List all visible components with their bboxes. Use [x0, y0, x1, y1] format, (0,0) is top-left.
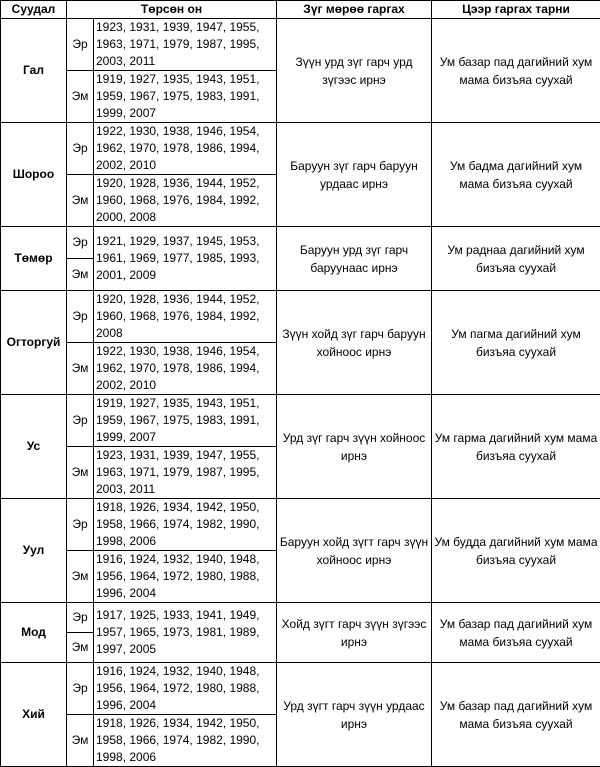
sex-label: Эр	[67, 291, 94, 343]
direction-cell: Зүүн хойд зүг гарч баруун хойноос ирнэ	[277, 291, 432, 395]
mantra-cell: Ум базар пад дагийний хум мама бизъяа суухай	[432, 663, 600, 767]
table-row	[1, 19, 600, 71]
sex-label: Эм	[67, 633, 94, 663]
element-name: Уул	[1, 499, 67, 603]
sex-label: Эм	[67, 259, 94, 291]
direction-cell: Баруун урд зүг гарч баруунаас ирнэ	[277, 227, 432, 291]
years-cell: 1919, 1927, 1935, 1943, 1951, 1959, 1967, 1975, 1983, 1991, 1999, 2007	[94, 71, 277, 123]
direction-cell: Баруун хойд зүгт гарч зүүн хойноос ирнэ	[277, 499, 432, 603]
years-cell: 1916, 1924, 1932, 1940, 1948, 1956, 1964, 1972, 1980, 1988, 1996, 2004	[94, 663, 277, 715]
direction-cell: Урд зүгт гарч зүүн урдаас ирнэ	[277, 663, 432, 767]
mantra-cell: Ум базар пад дагийний хум мама бизъяа суухай	[432, 19, 600, 123]
mantra-cell: Ум пагма дагийний хум бизъяа суухай	[432, 291, 600, 395]
sex-label: Эм	[67, 551, 94, 603]
years-cell: 1922, 1930, 1938, 1946, 1954, 1962, 1970, 1978, 1986, 1994, 2002, 2010	[94, 123, 277, 175]
mantra-cell: Ум бадма дагийний хум мама бизъяа суухай	[432, 123, 600, 227]
sex-label: Эм	[67, 447, 94, 499]
sex-label: Эр	[67, 395, 94, 447]
element-name: Огторгуй	[1, 291, 67, 395]
years-cell: 1918, 1926, 1934, 1942, 1950, 1958, 1966, 1974, 1982, 1990, 1998, 2006	[94, 715, 277, 767]
header-years: Төрсөн он	[67, 1, 277, 19]
header-direction: Зүг мөрөө гаргах	[277, 1, 432, 19]
direction-cell: Зүүн урд зүг гарч урд зүгээс ирнэ	[277, 19, 432, 123]
mantra-cell: Ум раднаа дагийний хум бизъяа суухай	[432, 227, 600, 291]
years-cell: 1923, 1931, 1939, 1947, 1955, 1963, 1971, 1979, 1987, 1995, 2003, 2011	[94, 447, 277, 499]
element-name: Мод	[1, 603, 67, 663]
mantra-cell: Ум будда дагийний хум мама бизъяа суухай	[432, 499, 600, 603]
header-element: Суудал	[1, 1, 67, 19]
sex-label: Эр	[67, 603, 94, 633]
sex-label: Эм	[67, 343, 94, 395]
element-name: Шороо	[1, 123, 67, 227]
table-row	[1, 227, 600, 259]
direction-cell: Хойд зүгт гарч зүүн зүгээс ирнэ	[277, 603, 432, 663]
years-cell: 1920, 1928, 1936, 1944, 1952, 1960, 1968, 1976, 1984, 1992, 2000, 2008	[94, 175, 277, 227]
table-row	[1, 499, 600, 551]
sex-label: Эр	[67, 19, 94, 71]
header-mantra: Цээр гаргах тарни	[432, 1, 600, 19]
sex-label: Эм	[67, 175, 94, 227]
mantra-cell: Ум базар пад дагийний хум мама бизъяа суухай	[432, 603, 600, 663]
sex-label: Эр	[67, 499, 94, 551]
element-name: Гал	[1, 19, 67, 123]
element-name: Төмөр	[1, 227, 67, 291]
sex-label: Эр	[67, 663, 94, 715]
years-cell: 1921, 1929, 1937, 1945, 1953, 1961, 1969, 1977, 1985, 1993, 2001, 2009	[94, 227, 277, 291]
years-cell: 1923, 1931, 1939, 1947, 1955, 1963, 1971, 1979, 1987, 1995, 2003, 2011	[94, 19, 277, 71]
years-cell: 1920, 1928, 1936, 1944, 1952, 1960, 1968, 1976, 1984, 1992, 2008	[94, 291, 277, 343]
sex-label: Эр	[67, 227, 94, 259]
years-cell: 1917, 1925, 1933, 1941, 1949, 1957, 1965, 1973, 1981, 1989, 1997, 2005	[94, 603, 277, 663]
header-row	[1, 1, 600, 19]
years-cell: 1919, 1927, 1935, 1943, 1951, 1959, 1967, 1975, 1983, 1991, 1999, 2007	[94, 395, 277, 447]
years-cell: 1916, 1924, 1932, 1940, 1948, 1956, 1964, 1972, 1980, 1988, 1996, 2004	[94, 551, 277, 603]
years-cell: 1918, 1926, 1934, 1942, 1950, 1958, 1966, 1974, 1982, 1990, 1998, 2006	[94, 499, 277, 551]
sex-label: Эм	[67, 715, 94, 767]
table-row	[1, 123, 600, 175]
table-row	[1, 395, 600, 447]
element-name: Хий	[1, 663, 67, 767]
table-row	[1, 663, 600, 715]
table-row	[1, 291, 600, 343]
mantra-cell: Ум гарма дагийний хум мама бизъяа суухай	[432, 395, 600, 499]
sex-label: Эр	[67, 123, 94, 175]
years-cell: 1922, 1930, 1938, 1946, 1954, 1962, 1970, 1978, 1986, 1994, 2002, 2010	[94, 343, 277, 395]
table-row	[1, 603, 600, 633]
direction-cell: Урд зүг гарч зүүн хойноос ирнэ	[277, 395, 432, 499]
sex-label: Эм	[67, 71, 94, 123]
direction-cell: Баруун зүг гарч баруун урдаас ирнэ	[277, 123, 432, 227]
element-name: Ус	[1, 395, 67, 499]
